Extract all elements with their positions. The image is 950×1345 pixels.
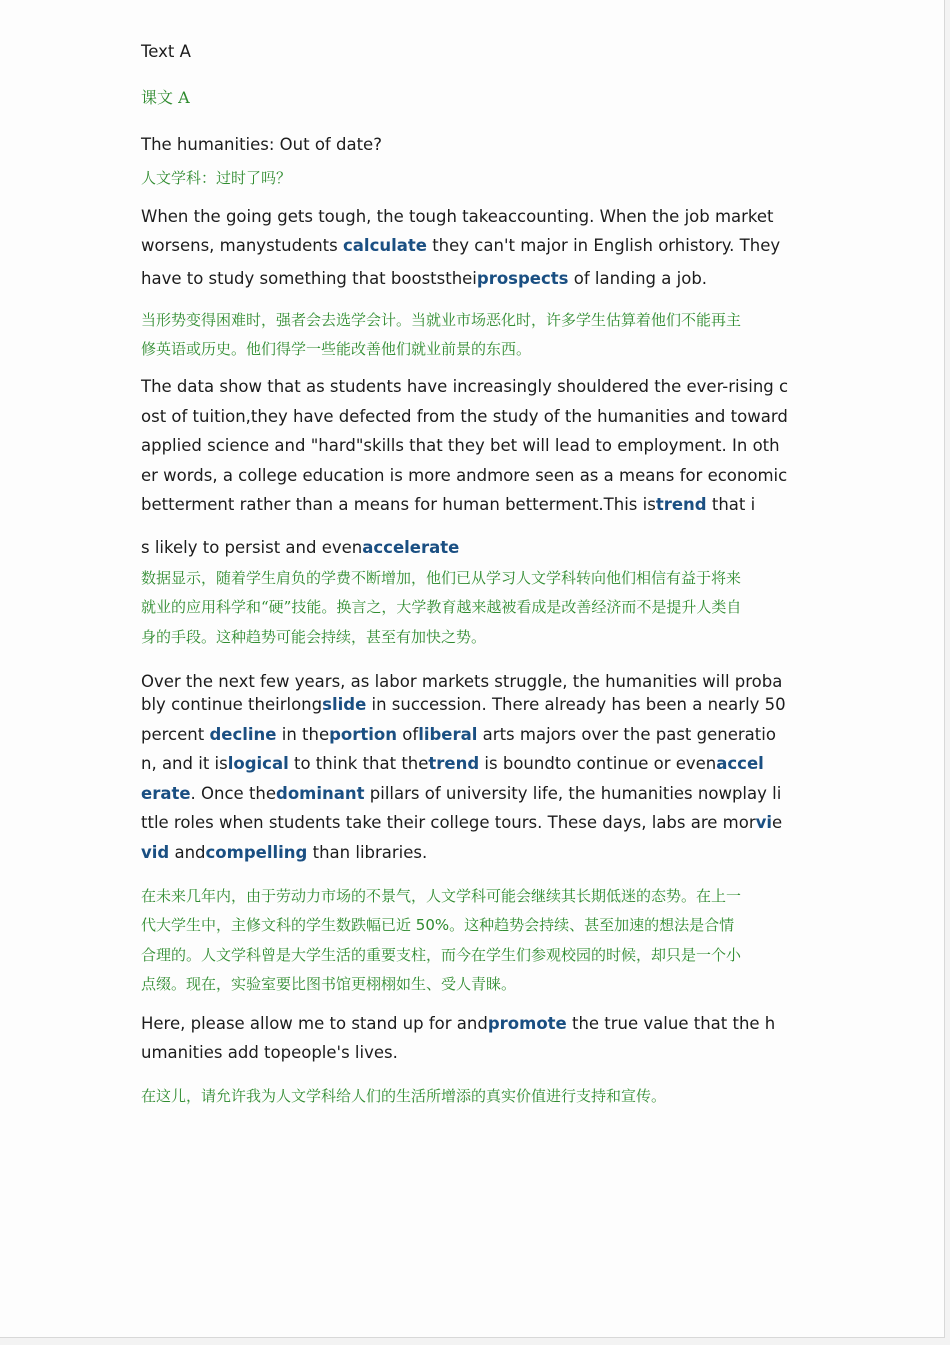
p1-zh-line-1: 当形势变得困难时，强者会去选学会计。当就业市场恶化时，许多学生估算着他们不能再主: [141, 311, 742, 329]
p4-line-2: umanities add topeople's lives.: [141, 1043, 398, 1062]
p3-line-1: Over the next few years, as labor markets struggle, the humanities will proba: [141, 672, 783, 691]
p3-zh-line-3: 合理的。人文学科曾是大学生活的重要支柱，而今在学生们参观校园的时候，却只是一个小: [141, 946, 742, 964]
p1-line-2: worsens, manystudents calculate they can't major in English orhistory. They: [141, 236, 781, 255]
p2-line-3: applied science and "hard"skills that they bet will lead to employment. In oth: [141, 436, 780, 455]
keyword-slide: slide: [322, 695, 367, 714]
p2-line-4: er words, a college education is more andmore seen as a means for economic: [141, 466, 788, 485]
keyword-trend: trend: [655, 495, 707, 514]
p2-line-6: s likely to persist and evenaccelerate: [141, 538, 460, 557]
p3-line-2: bly continue theirlongslide in succession. There already has been a nearly 50: [141, 695, 786, 714]
p4-zh-line-1: 在这儿，请允许我为人文学科给人们的生活所增添的真实价值进行支持和宣传。: [141, 1087, 667, 1105]
keyword-trend-2: trend: [428, 754, 480, 773]
p3-line-4: n, and it islogical to think that thetrend is boundto continue or evenaccel: [141, 754, 764, 773]
p2-zh-line-2: 就业的应用科学和“硬”技能。换言之，大学教育越来越被看成是改善经济而不是提升人类自: [141, 598, 742, 616]
p2-line-1: The data show that as students have increasingly shouldered the ever-rising c: [141, 377, 789, 396]
p3-line-3: percent decline in theportion ofliberal arts majors over the past generatio: [141, 725, 776, 744]
p1-line-3: have to study something that booststheiprospects of landing a job.: [141, 269, 708, 288]
keyword-portion: portion: [329, 725, 398, 744]
p4-line-1: Here, please allow me to stand up for andpromote the true value that the h: [141, 1014, 776, 1033]
keyword-decline: decline: [209, 725, 277, 744]
article-title-en: The humanities: Out of date?: [141, 135, 382, 154]
keyword-vivid-part-2: vid: [141, 843, 170, 862]
p2-zh-line-3: 身的手段。这种趋势可能会持续，甚至有加快之势。: [141, 628, 487, 646]
p3-zh-line-1: 在未来几年内，由于劳动力市场的不景气，人文学科可能会继续其长期低迷的态势。在上一: [141, 887, 742, 905]
keyword-accelerate-part-1: accel: [716, 754, 764, 773]
p1-line-1: When the going gets tough, the tough takeaccounting. When the job market: [141, 207, 774, 226]
p1-zh-line-2: 修英语或历史。他们得学一些能改善他们就业前景的东西。: [141, 340, 532, 358]
keyword-dominant: dominant: [276, 784, 365, 803]
keyword-compelling: compelling: [205, 843, 308, 862]
p3-zh-line-2: 代大学生中，主修文科的学生数跌幅已近 50%。这种趋势会持续、甚至加速的想法是合情: [141, 916, 735, 934]
p2-zh-line-1: 数据显示，随着学生肩负的学费不断增加，他们已从学习人文学科转向他们相信有益于将来: [141, 569, 742, 587]
p3-zh-line-4: 点缀。现在，实验室要比图书馆更栩栩如生、受人青睐。: [141, 975, 517, 993]
keyword-prospects: prospects: [476, 269, 569, 288]
keyword-calculate: calculate: [343, 236, 427, 255]
p3-line-6: ttle roles when students take their college tours. These days, labs are morvie: [141, 813, 783, 832]
section-heading-zh: 课文 A: [141, 88, 190, 107]
p2-line-2: ost of tuition,they have defected from the study of the humanities and toward: [141, 407, 788, 426]
p3-line-7: vid andcompelling than libraries.: [141, 843, 428, 862]
section-heading-en: Text A: [141, 42, 191, 61]
p3-line-5: erate. Once thedominant pillars of university life, the humanities nowplay li: [141, 784, 782, 803]
article-title-zh: 人文学科：过时了吗？: [141, 169, 292, 187]
keyword-logical: logical: [227, 754, 289, 773]
keyword-accelerate: accelerate: [362, 538, 460, 557]
keyword-liberal: liberal: [418, 725, 478, 744]
p2-line-5: betterment rather than a means for human betterment.This istrend that i: [141, 495, 756, 514]
keyword-accelerate-part-2: erate: [141, 784, 191, 803]
keyword-promote: promote: [487, 1014, 567, 1033]
keyword-vivid-part-1: vi: [755, 813, 773, 832]
